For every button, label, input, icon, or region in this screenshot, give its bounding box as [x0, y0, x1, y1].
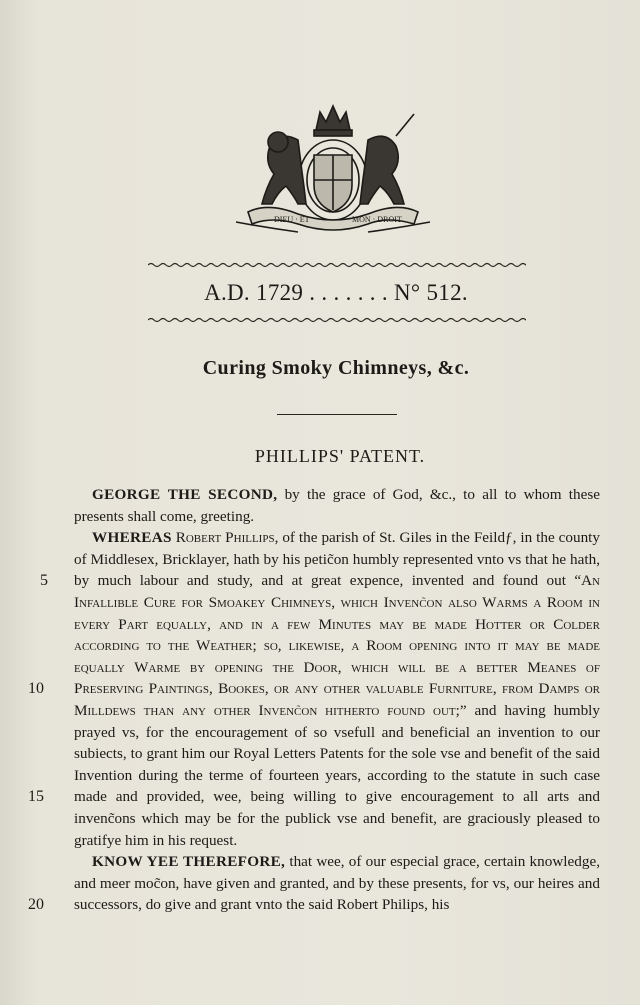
invention-description: An Infallible Cure for Smoakey Chimneys, which Invenc̃on also Warms a Room in every Part equally, and in a few Minutes may be made Hotter or Colder according to the Weather; so, likewise, a Room opening into it may be made equally Warme by opening the Door, which will be a better Meanes of Preserving Paintings, Bookes, or any other valuable Furniture, from Damps or Milldews than any other Invenc̃on hitherto found out: [74, 572, 600, 719]
line-number-15: 15: [28, 788, 44, 805]
know-yee-text: that wee, of our especial grace, certain knowledge, and meer moc̃on, have given and granted, and by these presents, for vs, our heires and successors, do give and grant vnto the said Robert Philips, his: [74, 853, 600, 914]
wavy-rule-bottom: [148, 316, 526, 324]
line-number-5: 5: [40, 572, 48, 589]
whereas-lead: WHEREAS: [92, 529, 172, 547]
motto-right: MON · DROIT: [352, 215, 402, 224]
paragraph-know-yee: [74, 851, 600, 916]
know-yee-lead: KNOW YEE THEREFORE,: [92, 853, 286, 871]
patent-title: Curing Smoky Chimneys, &c.: [202, 357, 470, 379]
royal-coat-of-arms-icon: [228, 100, 438, 235]
whereas-text-b: ;” and having humbly prayed vs, for the encouragement of so vsefull and beneficial an invention to our subiects, to grant him our Royal Letters Patents for the sole vse and benefit of the said Invention during the terme of fourteen years, according to the statute in such case made and provided, wee, being willing to give encouragement to all arts and invenc̃ons which may be for the publick vse and benefit, are graciously pleased to gratifye him in his request.: [74, 701, 600, 849]
motto-left: DIEU · ET: [274, 215, 310, 224]
patent-number: N° 512.: [394, 280, 468, 305]
title-divider: [277, 414, 397, 415]
line-number-20: 20: [28, 896, 44, 913]
patent-dots: . . . . . . .: [309, 280, 388, 305]
patent-number-header: [0, 280, 640, 306]
wavy-rule-top: [148, 261, 526, 269]
sovereign-name: GEORGE THE SECOND,: [92, 486, 278, 503]
line-number-10: 10: [28, 680, 44, 697]
patent-subtitle: PHILLIPS' PATENT.: [254, 446, 426, 466]
paragraph-greeting: [74, 484, 600, 527]
patent-year: A.D. 1729: [204, 280, 304, 305]
greeting-text: by the grace of God, &c., to all to whom these presents shall come, greeting.: [74, 486, 600, 525]
whereas-text-a: , of the parish of St. Giles in the Feildƒ, in the county of Middlesex, Bricklayer, hath by his petic̃on humbly represented vnto vs that he hath, by much labour and study, and at great expence, invented and found out “: [74, 529, 600, 590]
patent-body: [74, 484, 600, 916]
paragraph-whereas: [74, 527, 600, 851]
petitioner-name: Robert Phillips: [171, 529, 275, 547]
